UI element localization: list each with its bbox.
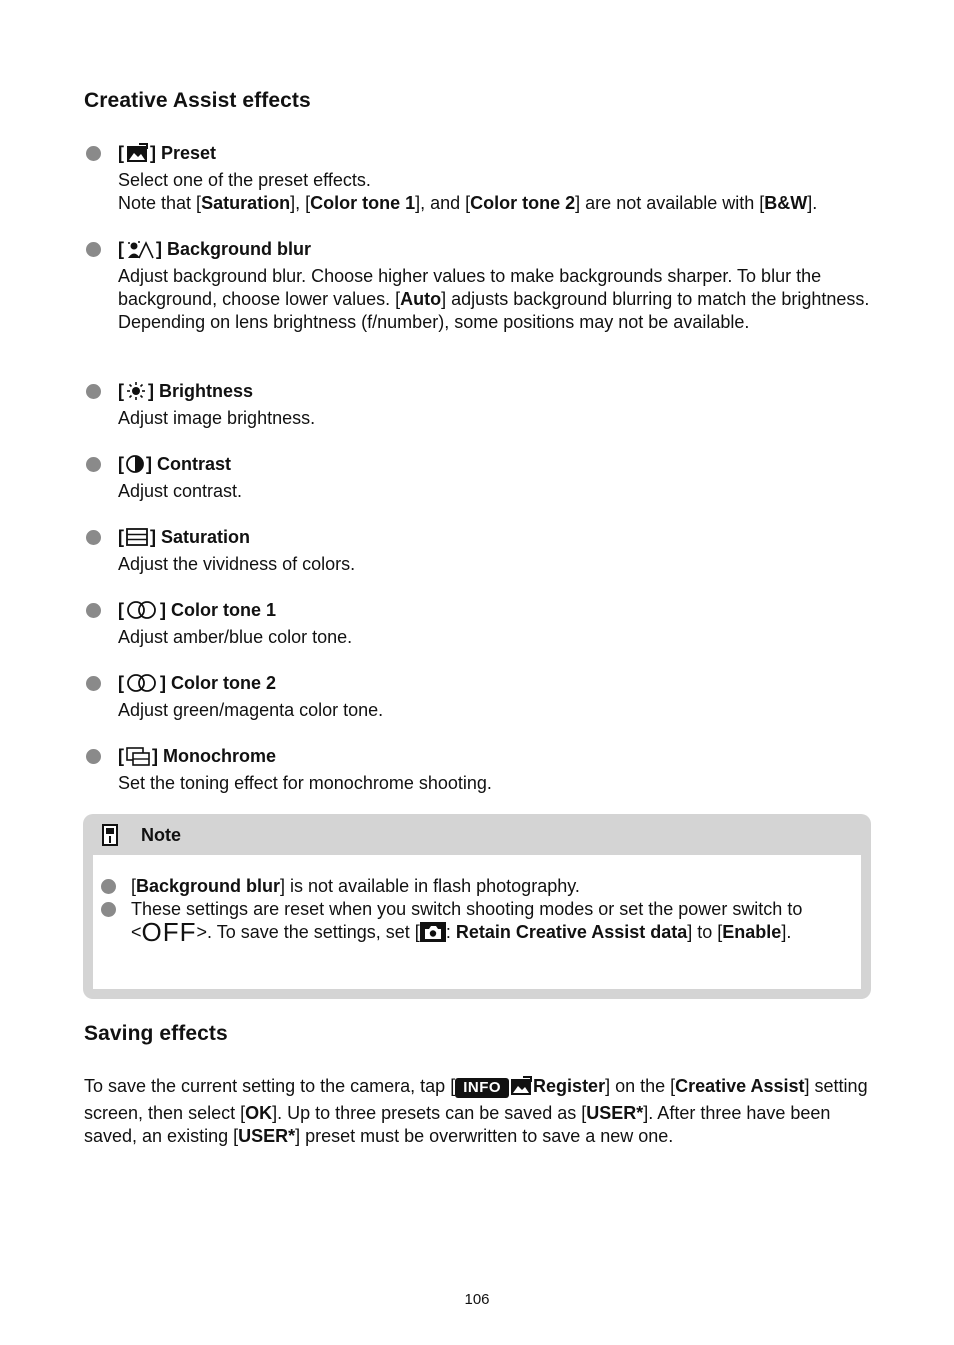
off-symbol: OFF	[141, 917, 197, 947]
bullet	[86, 242, 101, 257]
item-description: Adjust green/magenta color tone.	[118, 700, 384, 720]
preset-icon	[509, 1076, 533, 1102]
background-blur-icon	[125, 239, 155, 265]
bullet	[86, 676, 101, 691]
bullet	[86, 457, 101, 472]
contrast-icon	[125, 454, 145, 480]
saving-paragraph: To save the current setting to the camera, tap [ INFO Register] on the [Creative Assist] setting screen, then select [OK]. Up to three presets can be saved as [USER*]. After three have been saved, an existing [USER*] preset must be overwritten to save a new one.	[84, 1076, 868, 1146]
item-title: [ ] Monochrome	[118, 745, 276, 772]
item-description: Adjust contrast.	[118, 481, 243, 501]
item-title: [ ] Color tone 2	[118, 672, 276, 699]
bullet	[101, 879, 116, 894]
bullet	[86, 146, 101, 161]
item-title: [ ] Saturation	[118, 526, 250, 553]
item-description: Adjust amber/blue color tone.	[118, 627, 353, 647]
color-tone-2-icon	[125, 673, 159, 699]
item-description: Adjust image brightness.	[118, 408, 316, 428]
item-description: Adjust the vividness of colors.	[118, 554, 356, 574]
note-title: Note	[141, 825, 181, 845]
item-title: [ ] Preset	[118, 142, 216, 169]
item-description: Select one of the preset effects. Note that [Saturation], [Color tone 1], and [Color tone 2] are not available with [B&W].	[118, 170, 818, 213]
item-title: [ ] Brightness	[118, 380, 253, 407]
section-heading-saving-effects: Saving effects	[84, 1022, 228, 1045]
color-tone-1-icon	[125, 600, 159, 626]
preset-icon	[125, 143, 149, 169]
note-body: [Background blur] is not available in flash photography. These settings are reset when you switch shooting modes or set the power switch to <OFF>. To save the settings, set [ : Retain Creative Assist data] to [Enable].	[93, 855, 861, 989]
note-box	[83, 814, 871, 999]
bullet	[101, 902, 116, 917]
page-number: 106	[464, 1291, 490, 1308]
info-button-label: INFO	[455, 1078, 509, 1098]
note-icon	[100, 823, 120, 852]
bullet	[86, 530, 101, 545]
section-heading-creative-assist: Creative Assist effects	[84, 89, 311, 112]
brightness-icon	[125, 381, 147, 407]
note-header	[83, 814, 871, 855]
bullet	[86, 603, 101, 618]
monochrome-icon	[125, 746, 151, 772]
saturation-icon	[125, 527, 149, 553]
item-title: [ ] Background blur	[118, 238, 311, 265]
item-description: Set the toning effect for monochrome shooting.	[118, 773, 492, 793]
bullet	[86, 749, 101, 764]
item-title: [ ] Contrast	[118, 453, 231, 480]
item-title: [ ] Color tone 1	[118, 599, 276, 626]
camera-icon	[420, 922, 446, 948]
item-description: Adjust background blur. Choose higher values to make backgrounds sharper. To blur the background, choose lower values. [Auto] adjusts background blurring to match the brightness. Depending on lens brightness (f/number), some positions may not be available.	[118, 266, 870, 332]
bullet	[86, 384, 101, 399]
